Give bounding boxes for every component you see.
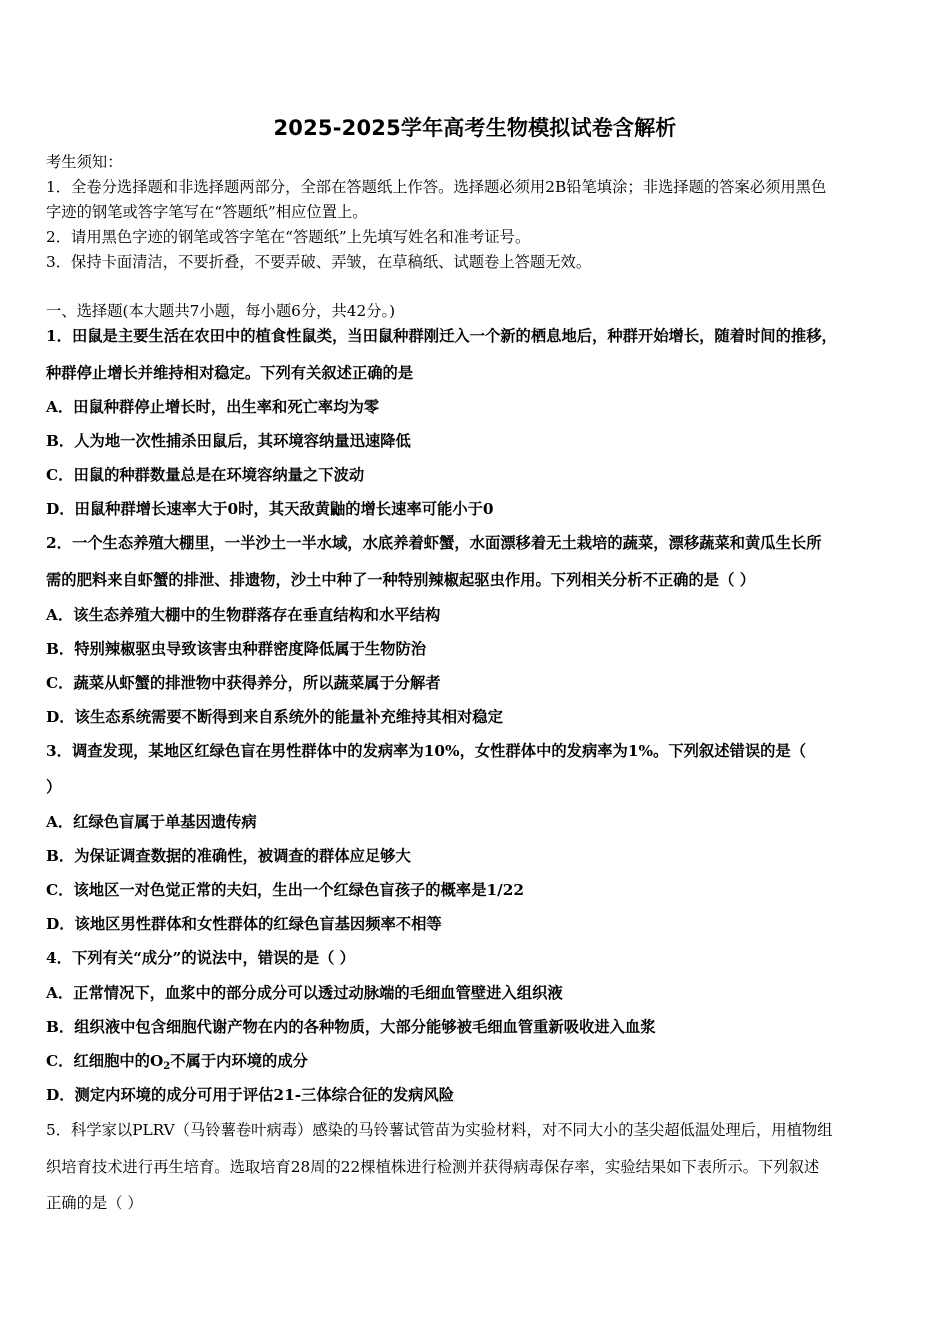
notice-item: 3．保持卡面清洁，不要折叠，不要弄破、弄皱，在草稿纸、试题卷上答题无效。 xyxy=(46,253,592,271)
question-1-option-c: C．田鼠的种群数量总是在环境容纳量之下波动 xyxy=(46,466,365,484)
question-1-stem: 1．田鼠是主要生活在农田中的植食性鼠类，当田鼠种群刚迁入一个新的栖息地后，种群开始增长，随着时间的推移， xyxy=(46,327,837,345)
question-3-option-b: B．为保证调查数据的准确性，被调查的群体应足够大 xyxy=(46,847,411,865)
question-4-option-a: A．正常情况下，血浆中的部分成分可以透过动脉端的毛细血管壁进入组织液 xyxy=(46,984,563,1002)
question-2-option-a: A．该生态养殖大棚中的生物群落存在垂直结构和水平结构 xyxy=(46,606,441,624)
page-title: 2025-2025学年高考生物模拟试卷含解析 xyxy=(273,116,677,140)
question-1-option-d: D．田鼠种群增长速率大于0时，其天敌黄鼬的增长速率可能小于0 xyxy=(46,500,494,518)
question-3-stem: ） xyxy=(46,778,62,796)
question-4-option-b: B．组织液中包含细胞代谢产物在内的各种物质，大部分能够被毛细血管重新吸收进入血浆 xyxy=(46,1018,656,1036)
question-4-option-c xyxy=(46,1051,906,1071)
question-5-stem: 5．科学家以PLRV（马铃薯卷叶病毒）感染的马铃薯试管苗为实验材料，对不同大小的茎尖超低温处理后，用植物组 xyxy=(46,1121,833,1139)
option-text: 不属于内环境的成分 xyxy=(170,1052,308,1070)
question-1-stem: 种群停止增长并维持相对稳定。下列有关叙述正确的是 xyxy=(46,364,414,382)
question-4-option-d: D．测定内环境的成分可用于评估21-三体综合征的发病风险 xyxy=(46,1086,455,1104)
question-5-stem: 织培育技术进行再生培育。选取培育28周的22棵植株进行检测并获得病毒保存率，实验结果如下表所示。下列叙述 xyxy=(46,1158,820,1176)
section-heading: 一、选择题(本大题共7小题，每小题6分，共42分。) xyxy=(46,302,396,320)
question-1-option-b: B．人为地一次性捕杀田鼠后，其环境容纳量迅速降低 xyxy=(46,432,411,450)
question-5-stem: 正确的是（ ） xyxy=(46,1194,143,1212)
notice-item: 2．请用黑色字迹的钢笔或答字笔在“答题纸”上先填写姓名和准考证号。 xyxy=(46,228,531,246)
question-2-stem: 需的肥料来自虾蟹的排泄、排遗物，沙土中种了一种特别辣椒起驱虫作用。下列相关分析不正确的是（ ） xyxy=(46,571,755,589)
notice-item: 字迹的钢笔或答字笔写在“答题纸”相应位置上。 xyxy=(46,203,368,221)
question-2-option-d: D．该生态系统需要不断得到来自系统外的能量补充维持其相对稳定 xyxy=(46,708,503,726)
subscript: 2 xyxy=(163,1061,171,1072)
question-2-option-b: B．特别辣椒驱虫导致该害虫种群密度降低属于生物防治 xyxy=(46,640,427,658)
notice-heading: 考生须知： xyxy=(46,153,123,171)
question-4-stem: 4．下列有关“成分”的说法中，错误的是（ ） xyxy=(46,949,355,967)
question-1-option-a: A．田鼠种群停止增长时，出生率和死亡率均为零 xyxy=(46,398,380,416)
question-3-option-d: D．该地区男性群体和女性群体的红绿色盲基因频率不相等 xyxy=(46,915,442,933)
question-3-stem: 3．调查发现，某地区红绿色盲在男性群体中的发病率为10%，女性群体中的发病率为1%。下列叙述错误的是（ xyxy=(46,742,807,760)
question-3-option-a: A．红绿色盲属于单基因遗传病 xyxy=(46,813,257,831)
question-3-option-c: C．该地区一对色觉正常的夫妇，生出一个红绿色盲孩子的概率是1/22 xyxy=(46,881,525,899)
option-text: C．红细胞中的O xyxy=(46,1052,164,1070)
question-2-option-c: C．蔬菜从虾蟹的排泄物中获得养分，所以蔬菜属于分解者 xyxy=(46,674,441,692)
question-2-stem: 2．一个生态养殖大棚里，一半沙土一半水域，水底养着虾蟹，水面漂移着无土栽培的蔬菜，漂移蔬菜和黄瓜生长所 xyxy=(46,534,822,552)
notice-item: 1．全卷分选择题和非选择题两部分，全部在答题纸上作答。选择题必须用2B铅笔填涂；非选择题的答案必须用黑色 xyxy=(46,178,827,196)
